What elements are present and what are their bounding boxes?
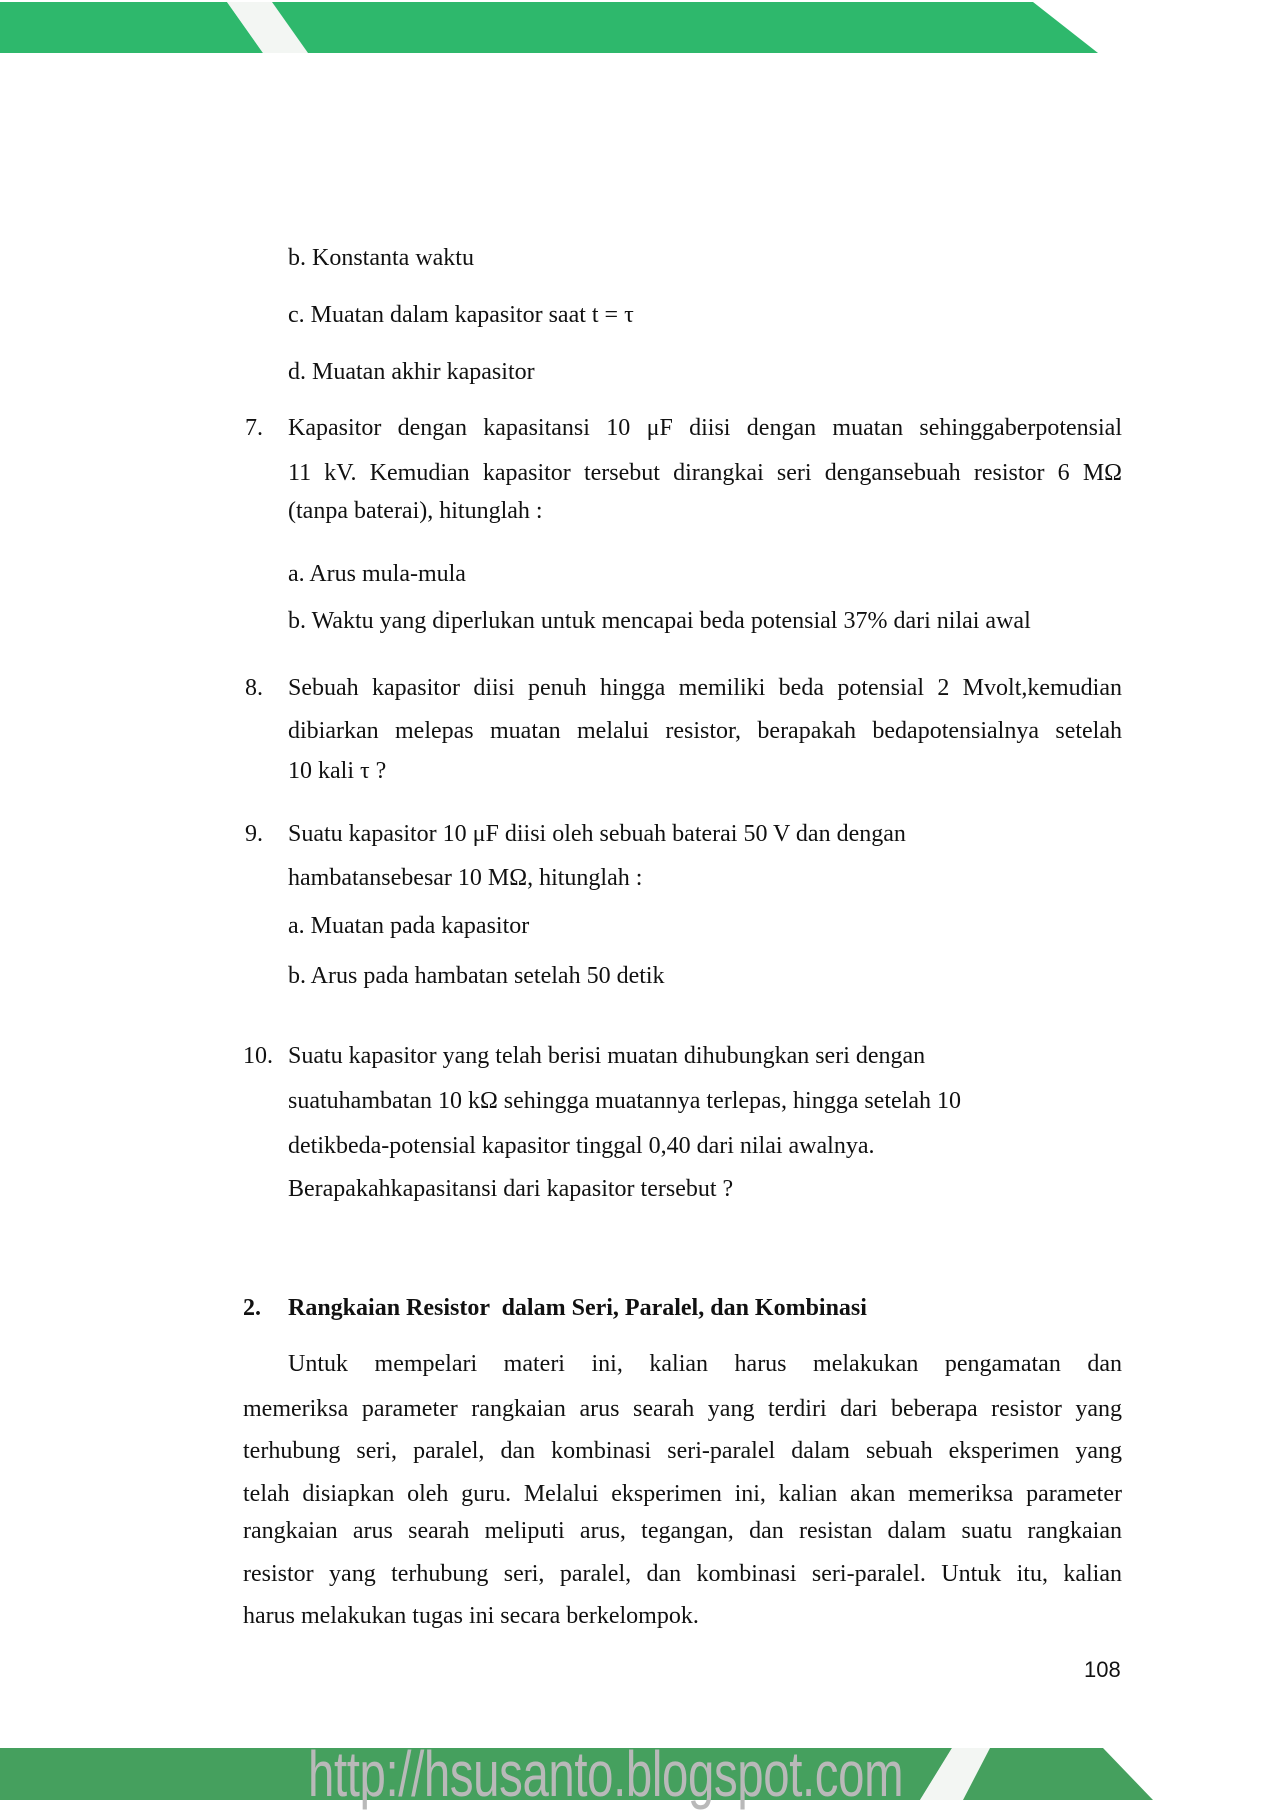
question-text-line: (tanpa baterai), hitunglah : — [288, 498, 543, 524]
question-text-line: hambatansebesar 10 MΩ, hitunglah : — [288, 865, 643, 891]
question-text-line: Suatu kapasitor yang telah berisi muatan dihubungkan seri dengan — [288, 1043, 926, 1069]
paragraph-line: resistor yang terhubung seri, paralel, dan kombinasi seri-paralel. Untuk itu, kalian — [243, 1561, 1122, 1587]
paragraph-line: Untuk mempelari materi ini, kalian harus melakukan pengamatan dan — [288, 1351, 1122, 1377]
question-text-line: suatuhambatan 10 kΩ sehingga muatannya terlepas, hingga setelah 10 — [288, 1088, 961, 1114]
paragraph-line: harus melakukan tugas ini secara berkelompok. — [243, 1603, 699, 1629]
header-bar-shape-icon — [0, 0, 1272, 54]
list-subitem: a. Arus mula-mula — [288, 561, 466, 587]
question-text-line: dibiarkan melepas muatan melalui resistor, berapakah bedapotensialnya setelah — [288, 718, 1122, 744]
question-text-line: detikbeda-potensial kapasitor tinggal 0,40 dari nilai awalnya. — [288, 1133, 875, 1159]
question-text-line: 11 kV. Kemudian kapasitor tersebut dirangkai seri dengansebuah resistor 6 MΩ — [288, 460, 1122, 486]
question-number: 10. — [243, 1043, 273, 1069]
paragraph-line: memeriksa parameter rangkaian arus searah yang terdiri dari beberapa resistor yang — [243, 1396, 1122, 1422]
list-subitem: b. Arus pada hambatan setelah 50 detik — [288, 963, 665, 989]
paragraph-line: terhubung seri, paralel, dan kombinasi seri-paralel dalam sebuah eksperimen yang — [243, 1438, 1122, 1464]
section-number: 2. — [243, 1295, 261, 1321]
question-text-line: Sebuah kapasitor diisi penuh hingga memiliki beda potensial 2 Mvolt,kemudian — [288, 675, 1122, 701]
list-subitem: a. Muatan pada kapasitor — [288, 913, 530, 939]
section-title: Rangkaian Resistor dalam Seri, Paralel, dan Kombinasi — [288, 1295, 867, 1321]
page-number: 108 — [1084, 1657, 1121, 1682]
list-subitem: c. Muatan dalam kapasitor saat t = τ — [288, 302, 634, 328]
question-number: 7. — [245, 415, 263, 441]
question-text-line: Suatu kapasitor 10 μF diisi oleh sebuah baterai 50 V dan dengan — [288, 821, 906, 847]
question-text-line: Kapasitor dengan kapasitansi 10 μF diisi dengan muatan sehinggaberpotensial — [288, 415, 1122, 441]
question-number: 8. — [245, 675, 263, 701]
watermark-url: http://hsusanto.blogspot.com — [308, 1738, 904, 1810]
question-number: 9. — [245, 821, 263, 847]
list-subitem: d. Muatan akhir kapasitor — [288, 359, 535, 385]
question-text-line: 10 kali τ ? — [288, 758, 387, 784]
header-decorative-bar — [0, 0, 1272, 54]
question-text-line: Berapakahkapasitansi dari kapasitor tersebut ? — [288, 1176, 734, 1202]
paragraph-line: rangkaian arus searah meliputi arus, tegangan, dan resistan dalam suatu rangkaian — [243, 1518, 1122, 1544]
paragraph-line: telah disiapkan oleh guru. Melalui eksperimen ini, kalian akan memeriksa parameter — [243, 1481, 1122, 1507]
list-subitem: b. Waktu yang diperlukan untuk mencapai beda potensial 37% dari nilai awal — [288, 608, 1031, 634]
list-subitem: b. Konstanta waktu — [288, 245, 474, 271]
